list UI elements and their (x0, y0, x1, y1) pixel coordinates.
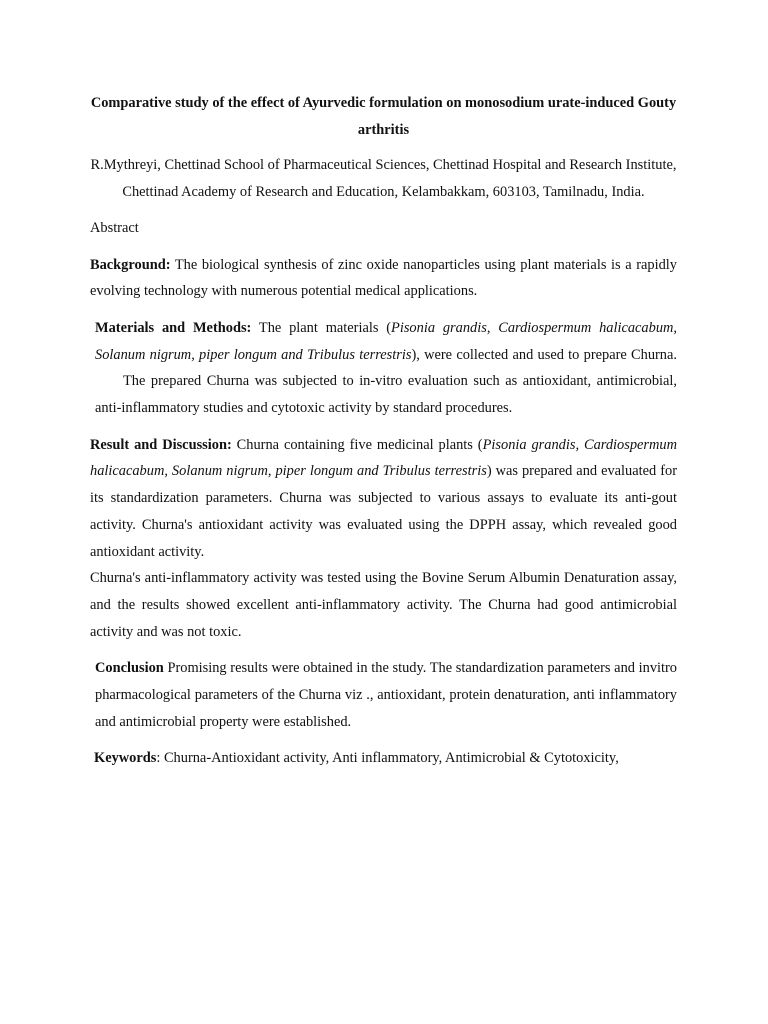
methods-plant-list: Pisonia grandis, Cardiospermum halicacabum, Solanum nigrum, piper longum and Tribulus terrestris (95, 319, 678, 363)
paper-title: Comparative study of the effect of Ayurvedic formulation on monosodium urate-induced Gouty arthritis (90, 95, 677, 138)
results-plant-list: Pisonia grandis, Cardiospermum halicacabum, Solanum nigrum, piper longum and Tribulus terrestris (90, 436, 677, 480)
methods-paragraph (90, 315, 677, 422)
methods-text-post: ), were collected and used to prepare Churna. (411, 346, 677, 363)
conclusion-label: Conclusion (95, 660, 164, 677)
author-affiliation: R.Mythreyi, Chettinad School of Pharmaceutical Sciences, Chettinad Hospital and Research Institute, Chettinad Academy of Research and Education, Kelambakkam, 603103, Tamilnadu, India. (90, 157, 677, 201)
methods-text-rest: The prepared Churna was subjected to in-vitro evaluation such as antioxidant, antimicrobial, anti-inflammatory studies and cytotoxic activity by standard procedures. (95, 373, 677, 417)
document-page (90, 90, 677, 782)
background-label: Background: (90, 256, 171, 273)
conclusion-text: Promising results were obtained in the study. The standardization parameters and invitro pharmacological parameters of the Churna viz ., antioxidant, protein denaturation, anti inflammatory and antimicrobial property were established. (95, 660, 677, 730)
results-text-post: ) was prepared and evaluated for its standardization parameters. Churna was subjected to various assays to evaluate its anti-gout activity. Churna's antioxidant activity was evaluated using the DPPH assay, which revealed good antioxidant activity. (90, 463, 677, 560)
background-paragraph (90, 252, 677, 305)
results-text-pre: Churna containing five medicinal plants ( (231, 436, 483, 453)
methods-text-pre: The plant materials ( (251, 319, 392, 336)
abstract-heading: Abstract (90, 219, 139, 236)
keywords-text: : Churna-Antioxidant activity, Anti inflammatory, Antimicrobial & Cytotoxicity, (156, 750, 619, 767)
conclusion-paragraph (90, 655, 677, 735)
results-label: Result and Discussion: (90, 436, 232, 453)
background-text: The biological synthesis of zinc oxide nanoparticles using plant materials is a rapidly evolving technology with numerous potential medical applications. (90, 256, 677, 300)
methods-label: Materials and Methods: (95, 319, 252, 336)
results-paragraph (90, 432, 677, 566)
results-paragraph-2: Churna's anti-inflammatory activity was tested using the Bovine Serum Albumin Denaturation assay, and the results showed excellent anti-inflammatory activity. The Churna had good antimicrobial activity and was not toxic. (90, 570, 677, 640)
keywords-paragraph (90, 745, 677, 772)
keywords-label: Keywords (94, 750, 157, 767)
